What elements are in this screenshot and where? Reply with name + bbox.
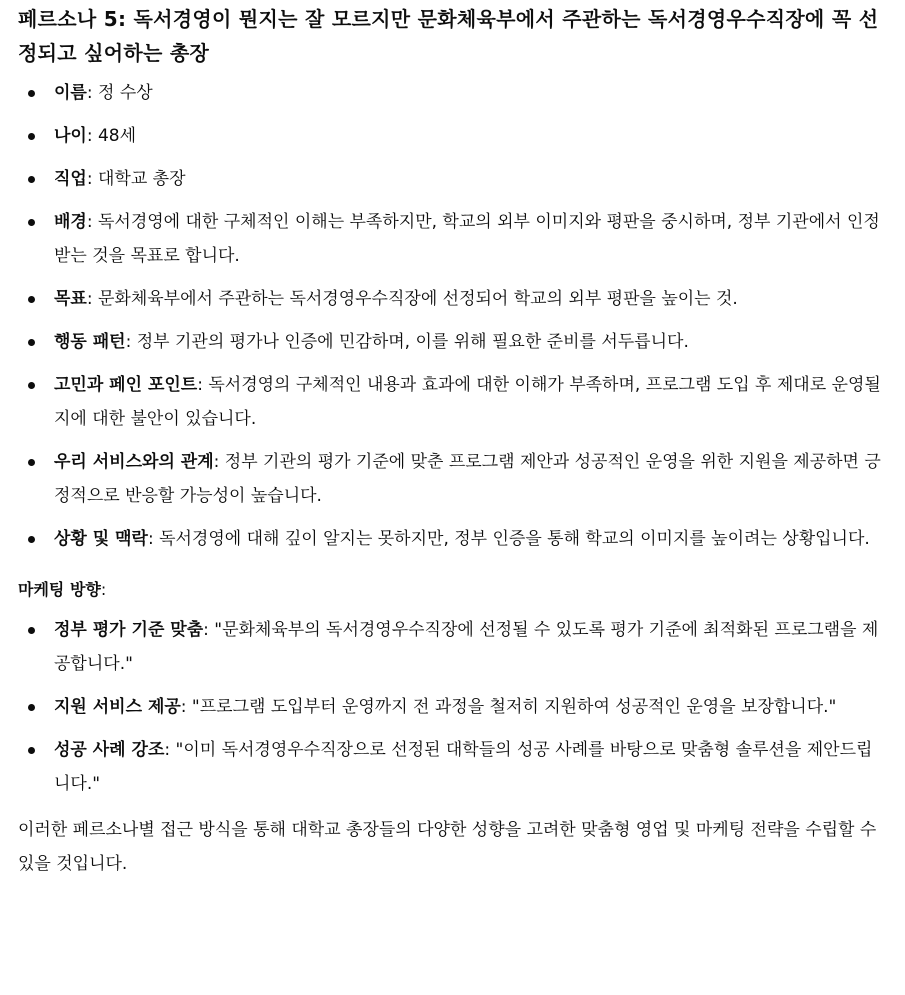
marketing-direction-list — [18, 613, 885, 801]
persona-item-relationship — [18, 445, 885, 513]
item-label: 이름 — [54, 83, 87, 103]
item-label: 배경 — [54, 212, 87, 232]
item-label: 지원 서비스 제공 — [54, 697, 181, 717]
persona-item-pain-points — [18, 368, 885, 436]
item-text: : 독서경영의 구체적인 내용과 효과에 대한 이해가 부족하며, 프로그램 도입 후 제대로 운영될지에 대한 불안이 있습니다. — [54, 375, 881, 429]
item-text: : "문화체육부의 독서경영우수직장에 선정될 수 있도록 평가 기준에 최적화된 프로그램을 제공합니다." — [54, 620, 879, 674]
item-text: : "이미 독서경영우수직장으로 선정된 대학들의 성공 사례를 바탕으로 맞춤형 솔루션을 제안드립니다." — [54, 740, 873, 794]
persona-item-background — [18, 205, 885, 273]
persona-details-list — [18, 76, 885, 556]
item-text: : 정부 기관의 평가 기준에 맞춘 프로그램 제안과 성공적인 운영을 위한 지원을 제공하면 긍정적으로 반응할 가능성이 높습니다. — [54, 452, 881, 506]
item-label: 정부 평가 기준 맞춤 — [54, 620, 204, 640]
item-text: : 대학교 총장 — [86, 169, 186, 189]
item-text: : "프로그램 도입부터 운영까지 전 과정을 철저히 지원하여 성공적인 운영을 보장합니다." — [180, 697, 837, 717]
item-text: : 문화체육부에서 주관하는 독서경영우수직장에 선정되어 학교의 외부 평판을 높이는 것. — [86, 289, 738, 309]
item-text: : 48세 — [86, 126, 137, 146]
item-label: 행동 패턴 — [54, 332, 126, 352]
marketing-item-success-cases — [18, 733, 885, 801]
marketing-heading-label: 마케팅 방향 — [18, 580, 101, 599]
item-text: : 정부 기관의 평가나 인증에 민감하며, 이를 위해 필요한 준비를 서두릅니다. — [125, 332, 689, 352]
persona-item-name — [18, 76, 885, 110]
marketing-heading — [18, 573, 885, 607]
item-label: 우리 서비스와의 관계 — [54, 452, 214, 472]
item-label: 고민과 페인 포인트 — [54, 375, 198, 395]
closing-paragraph: 이러한 페르소나별 접근 방식을 통해 대학교 총장들의 다양한 성향을 고려한 맞춤형 영업 및 마케팅 전략을 수립할 수 있을 것입니다. — [18, 820, 877, 874]
persona-item-behavior — [18, 325, 885, 359]
item-text: : 정 수상 — [86, 83, 153, 103]
persona-heading: 페르소나 5: 독서경영이 뭔지는 잘 모르지만 문화체육부에서 주관하는 독서경영우수직장에 꼭 선정되고 싶어하는 총장 — [18, 7, 879, 65]
persona-item-age — [18, 119, 885, 153]
marketing-heading-suffix: : — [100, 580, 107, 599]
item-label: 성공 사례 강조 — [54, 740, 165, 760]
item-text: : 독서경영에 대한 구체적인 이해는 부족하지만, 학교의 외부 이미지와 평판을 중시하며, 정부 기관에서 인정받는 것을 목표로 합니다. — [54, 212, 880, 266]
marketing-item-support-service — [18, 690, 885, 724]
marketing-item-gov-criteria — [18, 613, 885, 681]
persona-item-job — [18, 162, 885, 196]
item-label: 나이 — [54, 126, 87, 146]
item-label: 직업 — [54, 169, 87, 189]
item-label: 목표 — [54, 289, 87, 309]
persona-item-context — [18, 522, 885, 556]
persona-item-goal — [18, 282, 885, 316]
item-text: : 독서경영에 대해 깊이 알지는 못하지만, 정부 인증을 통해 학교의 이미지를 높이려는 상황입니다. — [147, 529, 870, 549]
item-label: 상황 및 맥락 — [54, 529, 148, 549]
